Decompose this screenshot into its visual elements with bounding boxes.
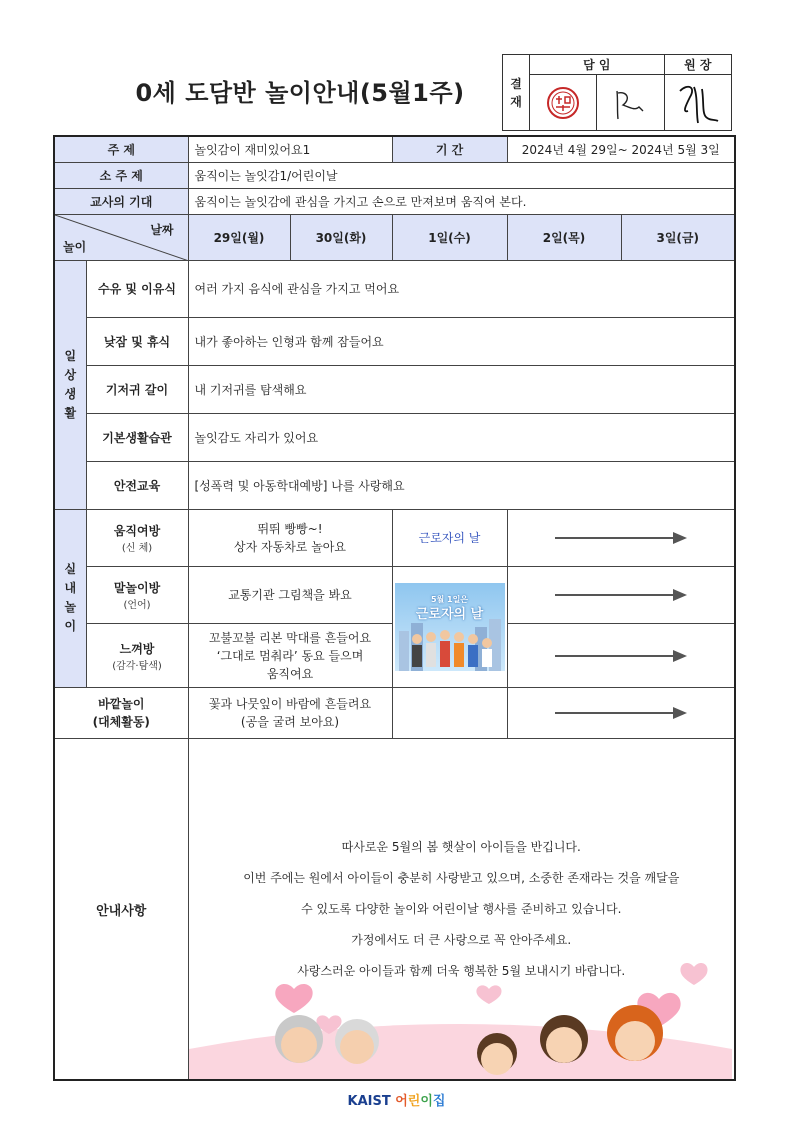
approval-label: 결 재: [503, 55, 530, 131]
notice-label: 안내사항: [54, 739, 188, 1080]
period-label: 기 간: [392, 136, 507, 162]
continue-arrow: [507, 509, 735, 566]
continue-arrow: [507, 688, 735, 739]
day-fri: 3일(금): [621, 214, 735, 260]
footer-brand: KAIST: [347, 1094, 391, 1109]
indoor-row-text: 교통기관 그림책을 봐요: [188, 566, 392, 623]
daily-row-text: [성폭력 및 아동학대예방] 나를 사랑해요: [188, 462, 735, 509]
indoor-row-label: 말놀이방 (언어): [86, 566, 188, 623]
poster-small-text: 5월 1일은: [430, 594, 469, 604]
footer-logo-char: 린: [407, 1094, 421, 1109]
continue-arrow: [507, 566, 735, 623]
teacher-signature: [597, 75, 664, 131]
daily-row-label: 기저귀 갈이: [86, 366, 188, 414]
continue-arrow: [507, 623, 735, 687]
footer-logo: [0, 1090, 793, 1109]
labor-day-poster: [392, 566, 507, 687]
notice-line: 가정에서도 더 큰 사랑으로 꼭 안아주세요.: [351, 932, 572, 947]
notice-line: 따사로운 5월의 봄 햇살이 아이들을 반깁니다.: [341, 839, 581, 854]
notice-content: [188, 739, 735, 1080]
day-wed: 1일(수): [392, 214, 507, 260]
footer-logo-char: 어: [395, 1094, 408, 1109]
daily-row-label: 수유 및 이유식: [86, 260, 188, 317]
footer-logo-char: 집: [432, 1094, 446, 1109]
subtheme-value: 움직이는 놀잇감1/어린이날: [188, 162, 735, 188]
day-thu: 2일(목): [507, 214, 621, 260]
holiday-label: 근로자의 날: [392, 509, 507, 566]
teacher-expectation-value: 움직이는 놀잇감에 관심을 가지고 손으로 만져보며 움직여 본다.: [188, 188, 735, 214]
approval-box: [502, 54, 732, 131]
page-title: 0세 도담반 놀이안내(5월1주): [135, 79, 465, 107]
approval-teacher-header: 담 임: [530, 55, 665, 75]
period-value: 2024년 4월 29일~ 2024년 5월 3일: [507, 136, 735, 162]
indoor-play-side-label: 실 내 놀 이: [54, 509, 86, 688]
play-label: 놀이: [63, 239, 87, 254]
notice-line: 수 있도록 다양한 놀이와 어린이날 행사를 준비하고 있습니다.: [301, 901, 622, 916]
theme-label: 주 제: [54, 136, 188, 162]
stamp-seal: [530, 75, 597, 131]
indoor-row-label: 움직여방 (신 체): [86, 509, 188, 566]
indoor-row-text: 뛰뛰 빵빵~! 상자 자동차로 놀아요: [188, 509, 392, 566]
outdoor-play-text: 꽃과 나뭇잎이 바람에 흔들려요 (공을 굴려 보아요): [188, 688, 392, 739]
daily-row-label: 기본생활습관: [86, 414, 188, 462]
empty-cell: [392, 688, 507, 739]
director-signature: [664, 75, 731, 131]
theme-value: 놀잇감이 재미있어요1: [188, 136, 392, 162]
daily-row-text: 내가 좋아하는 인형과 함께 잠들어요: [188, 318, 735, 366]
teacher-expectation-label: 교사의 기대: [54, 188, 188, 214]
daily-row-text: 내 기저귀를 탐색해요: [188, 366, 735, 414]
date-play-corner: [54, 214, 188, 260]
day-tue: 30일(화): [290, 214, 392, 260]
approval-director-header: 원 장: [664, 55, 731, 75]
daily-row-text: 놀잇감도 자리가 있어요: [188, 414, 735, 462]
outdoor-play-label: 바깥놀이 (대체활동): [54, 688, 188, 739]
family-illustration: [189, 929, 732, 1079]
date-label: 날짜: [150, 222, 174, 237]
notice-line: 이번 주에는 원에서 아이들이 충분히 사랑받고 있으며, 소중한 존재라는 것을 깨달을: [243, 870, 680, 885]
daily-row-label: 안전교육: [86, 462, 188, 509]
plan-table: [53, 135, 736, 1081]
footer-logo-char: 이: [420, 1094, 433, 1109]
daily-row-label: 낮잠 및 휴식: [86, 318, 188, 366]
day-mon: 29일(월): [188, 214, 290, 260]
poster-big-text: 근로자의 날: [415, 606, 484, 622]
notice-line: 사랑스러운 아이들과 함께 더욱 행복한 5월 보내시기 바랍니다.: [297, 963, 626, 978]
daily-life-side-label: 일 상 생 활: [54, 260, 86, 509]
indoor-row-text: 꼬불꼬불 리본 막대를 흔들어요 ‘그대로 멈춰라’ 동요 들으며 움직여요: [188, 623, 392, 687]
indoor-row-label: 느껴방 (감각·탐색): [86, 623, 188, 687]
subtheme-label: 소 주 제: [54, 162, 188, 188]
daily-row-text: 여러 가지 음식에 관심을 가지고 먹어요: [188, 260, 735, 317]
